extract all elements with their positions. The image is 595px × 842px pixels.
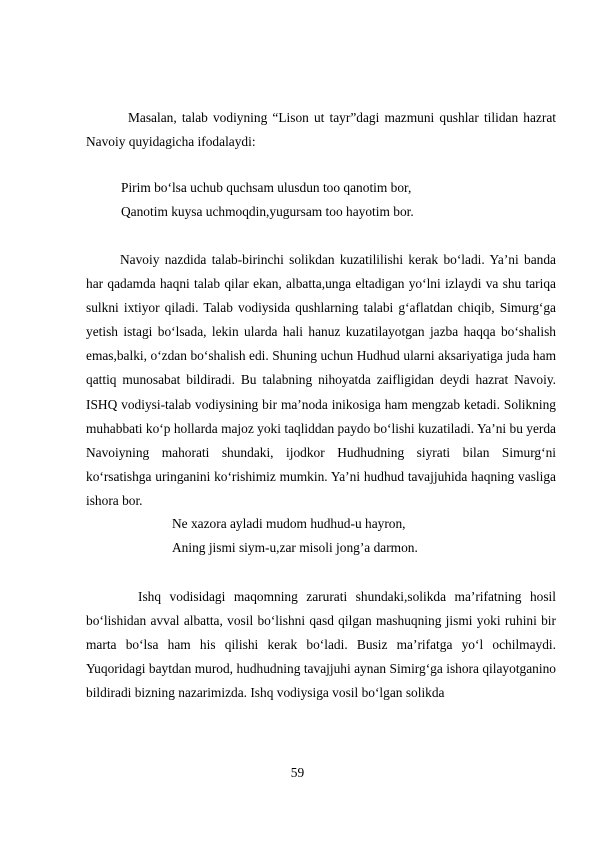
paragraph-body: Ishq vodisidagi maqomning zarurati shundaki,solikda ma’rifatning hosil bo‘lishidan avval albatta, vosil bo‘lishni qasd qilgan mashuqning jismi yoki ruhini bir marta bo‘lsa ham his qilishi kerak bo‘ladi. Busiz ma’rifatga yo‘l ochilmaydi. Yuqoridagi baytdan murod, hudhudning tavajjuhi aynan Simirg‘ga ishora qilayotganino bildiradi bizning nazarimizda. Ishq vodiysiga vosil bo‘lgan solikda xyxy=(86,589,556,701)
page-number: 59 xyxy=(290,765,305,780)
verse-line: Aning jismi siym-u,zar misoli jong’a darmon. xyxy=(172,540,418,555)
verse-line: Ne xazora ayladi mudom hudhud-u hayron, xyxy=(172,516,406,531)
paragraph-intro: Masalan, talab vodiyning “Lison ut tayr”dagi mazmuni qushlar tilidan hazrat Navoiy quyidagicha ifodalaydi: xyxy=(86,110,556,150)
verse-line: Pirim bo‘lsa uchub quchsam ulusdun too qanotim bor, xyxy=(121,180,412,195)
verse-line: Qanotim kuysa uchmoqdin,yugursam too hayotim bor. xyxy=(121,204,414,219)
paragraph-body: Navoiy nazdida talab-birinchi solikdan kuzatililishi kerak bo‘ladi. Ya’ni banda har qadamda haqni talab qilar ekan, albatta,unga eltadigan yo‘lni izlaydi va shu tariqa sulkni ixtiyor qiladi. Talab vodiysida qushlarning talabi g‘aflatdan chiqib, Simurg‘ga yetish istagi bo‘lsada, lekin ularda hali hanuz kuzatilayotgan jazba haqqa bo‘shalish emas,balki, o‘zdan bo‘shalish edi. Shuning uchun Hudhud ularni aksariyatiga juda ham qattiq munosabat bildiradi. Bu talabning nihoyatda zaifligidan deydi hazrat Navoiy. ISHQ vodiysi-talab vodiysining bir ma’noda inikosiga ham mengzab ketadi. Solikning muhabbati ko‘p hollarda majoz yoki taqliddan paydo bo‘lishi kuzatiladi. Ya’ni bu yerda Navoiyning mahorati shundaki, ijodkor Hudhudning siyrati bilan Simurg‘ni ko‘rsatishga uringanini ko‘rishimiz mumkin. Ya’ni hudhud tavajjuhida haqning vasliga ishora bor. xyxy=(86,252,556,508)
